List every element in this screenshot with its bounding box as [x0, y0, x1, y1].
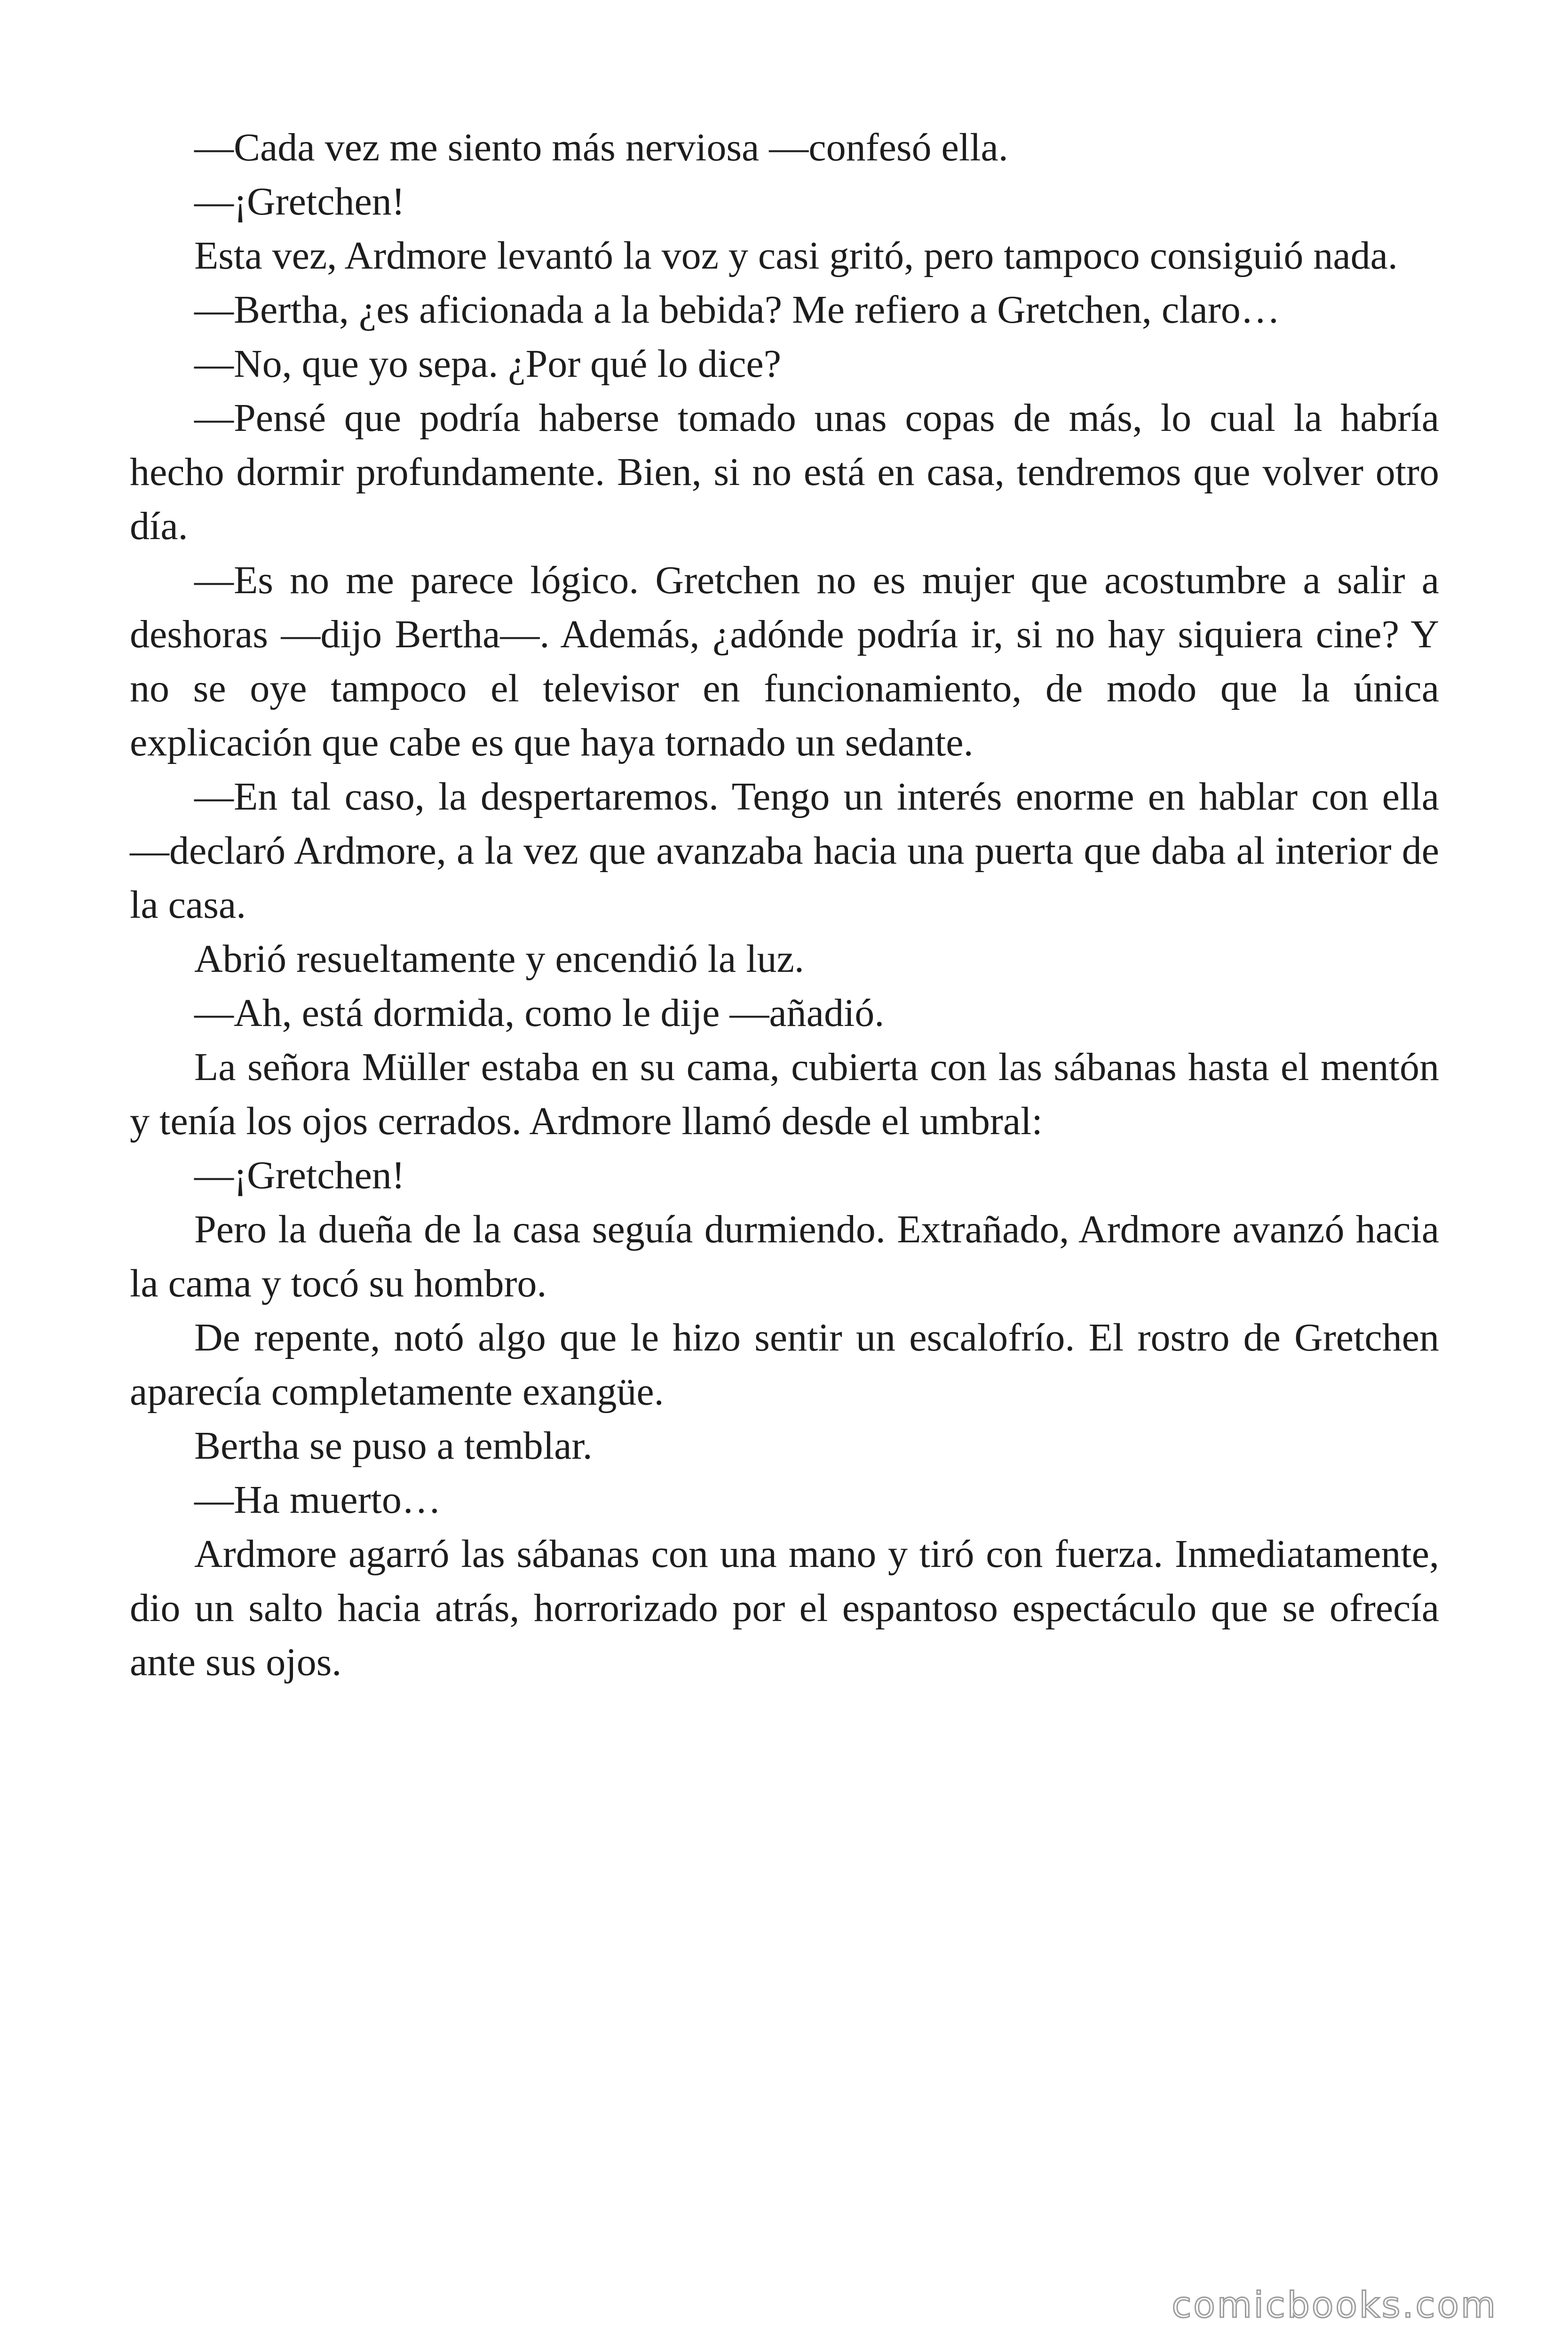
paragraph: —Es no me parece lógico. Gretchen no es mujer que acostumbre a salir a deshoras —dijo Bertha—. Además, ¿adónde podría ir, si no hay siquiera cine? Y no se oye tampoco el televisor en funcionamiento, de modo que la única explicación que cabe es que haya tornado un sedante. — [130, 558, 1439, 764]
paragraph: —Ha muerto… — [194, 1478, 441, 1522]
paragraph: Pero la dueña de la casa seguía durmiendo. Extrañado, Ardmore avanzó hacia la cama y tocó su hombro. — [130, 1208, 1439, 1305]
paragraph: —Ah, está dormida, como le dije —añadió. — [194, 991, 885, 1035]
paragraph: —En tal caso, la despertaremos. Tengo un interés enorme en hablar con ella —declaró Ardmore, a la vez que avanzaba hacia una puerta que daba al interior de la casa. — [130, 775, 1439, 927]
paragraph: Bertha se puso a temblar. — [194, 1424, 593, 1468]
paragraph: La señora Müller estaba en su cama, cubierta con las sábanas hasta el mentón y tenía los ojos cerrados. Ardmore llamó desde el umbral: — [130, 1045, 1439, 1143]
paragraph: —Bertha, ¿es aficionada a la bebida? Me refiero a Gretchen, claro… — [194, 288, 1280, 332]
paragraph: Abrió resueltamente y encendió la luz. — [194, 937, 804, 981]
paragraph: —¡Gretchen! — [194, 180, 405, 223]
paragraph: —Pensé que podría haberse tomado unas copas de más, lo cual la habría hecho dormir profundamente. Bien, si no está en casa, tendremos que volver otro día. — [130, 396, 1439, 548]
paragraph: Esta vez, Ardmore levantó la voz y casi gritó, pero tampoco consiguió nada. — [194, 234, 1398, 278]
paragraph: De repente, notó algo que le hizo sentir un escalofrío. El rostro de Gretchen aparecía completamente exangüe. — [130, 1316, 1439, 1414]
paragraph: —No, que yo sepa. ¿Por qué lo dice? — [194, 342, 781, 386]
paragraph: —¡Gretchen! — [194, 1153, 405, 1197]
paragraph: —Cada vez me siento más nerviosa —confesó ella. — [194, 126, 1008, 169]
body-text — [130, 120, 1439, 1689]
paragraph: Ardmore agarró las sábanas con una mano y tiró con fuerza. Inmediatamente, dio un salto hacia atrás, horrorizado por el espantoso espectáculo que se ofrecía ante sus ojos. — [130, 1532, 1439, 1684]
watermark: comicbooks.com — [1172, 2284, 1497, 2326]
